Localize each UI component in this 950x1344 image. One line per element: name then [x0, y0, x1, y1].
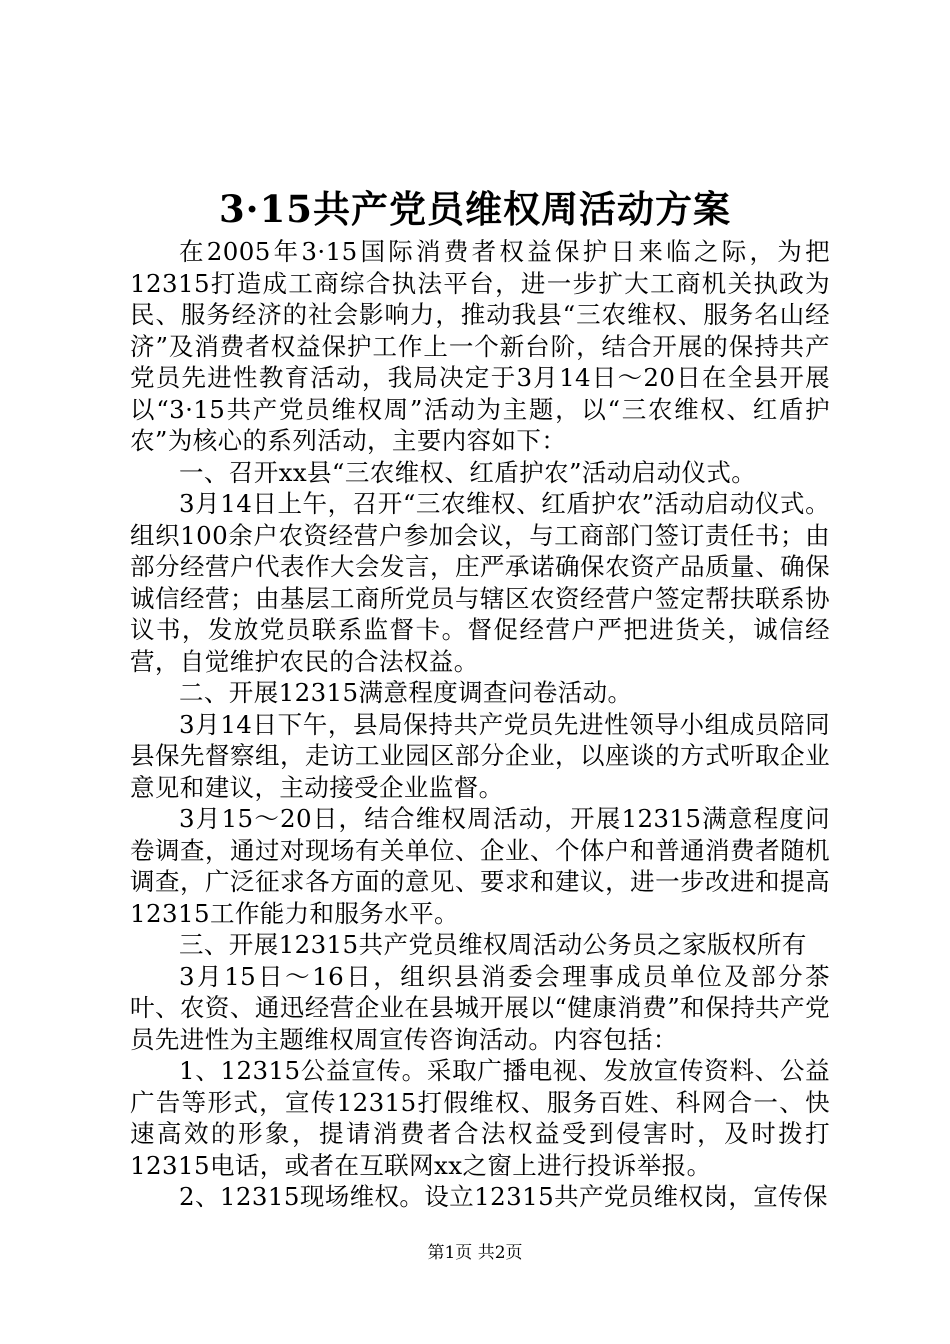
- paragraph-launch-ceremony: 3月14日上午，召开“三农维权、红盾护农”活动启动仪式。组织100余户农资经营户参加会议，与工商部门签订责任书；由部分经营户代表作大会发言，庄严承诺确保农资产品质量、确保诚信经营；由基层工商所党员与辖区农资经营户签定帮扶联系协议书，发放党员联系监督卡。督促经营户严把进货关，诚信经营，自觉维护农民的合法权益。: [130, 489, 830, 676]
- section-heading-1: 一、召开xx县“三农维权、红盾护农”活动启动仪式。: [179, 457, 757, 487]
- list-item-publicity: 1、12315公益宣传。采取广播电视、发放宣传资料、公益广告等形式，宣传12315打假维权、服务百姓、科网合一、快速高效的形象，提请消费者合法权益受到侵害时，及时拨打12315电话，或者在互联网xx之窗上进行投诉举报。: [130, 1056, 830, 1180]
- paragraph-survey: 3月15～20日，结合维权周活动，开展12315满意程度问卷调查，通过对现场有关单位、企业、个体户和普通消费者随机调查，广泛征求各方面的意见、要求和建议，进一步改进和提高12315工作能力和服务水平。: [130, 804, 830, 928]
- paragraph-intro: 在2005年3·15国际消费者权益保护日来临之际，为把12315打造成工商综合执法平台，进一步扩大工商机关执政为民、服务经济的社会影响力，推动我县“三农维权、服务名山经济”及消费者权益保护工作上一个新台阶，结合开展的保持共产党员先进性教育活动，我局决定于3月14日～20日在全县开展以“3·15共产党员维权周”活动为主题，以“三农维权、红盾护农”为核心的系列活动，主要内容如下：: [130, 237, 830, 455]
- paragraph-consultation: 3月15日～16日，组织县消委会理事成员单位及部分茶叶、农资、通迅经营企业在县城开展以“健康消费”和保持共产党员先进性为主题维权周宣传咨询活动。内容包括：: [130, 961, 830, 1054]
- list-item-onsite: 2、12315现场维权。设立12315共产党员维权岗，宣传保: [179, 1182, 828, 1211]
- page-footer: 第1页 共2页: [427, 1243, 523, 1263]
- document-title: 3·15共产党员维权周活动方案: [218, 187, 732, 231]
- section-heading-3: 三、开展12315共产党员维权周活动公务员之家版权所有: [179, 930, 807, 959]
- paragraph-enterprise-visit: 3月14日下午，县局保持共产党员先进性领导小组成员陪同县保先督察组，走访工业园区部分企业，以座谈的方式听取企业意见和建议，主动接受企业监督。: [130, 709, 830, 802]
- section-heading-2: 二、开展12315满意程度调查问卷活动。: [179, 678, 633, 707]
- document-body: [130, 236, 830, 1213]
